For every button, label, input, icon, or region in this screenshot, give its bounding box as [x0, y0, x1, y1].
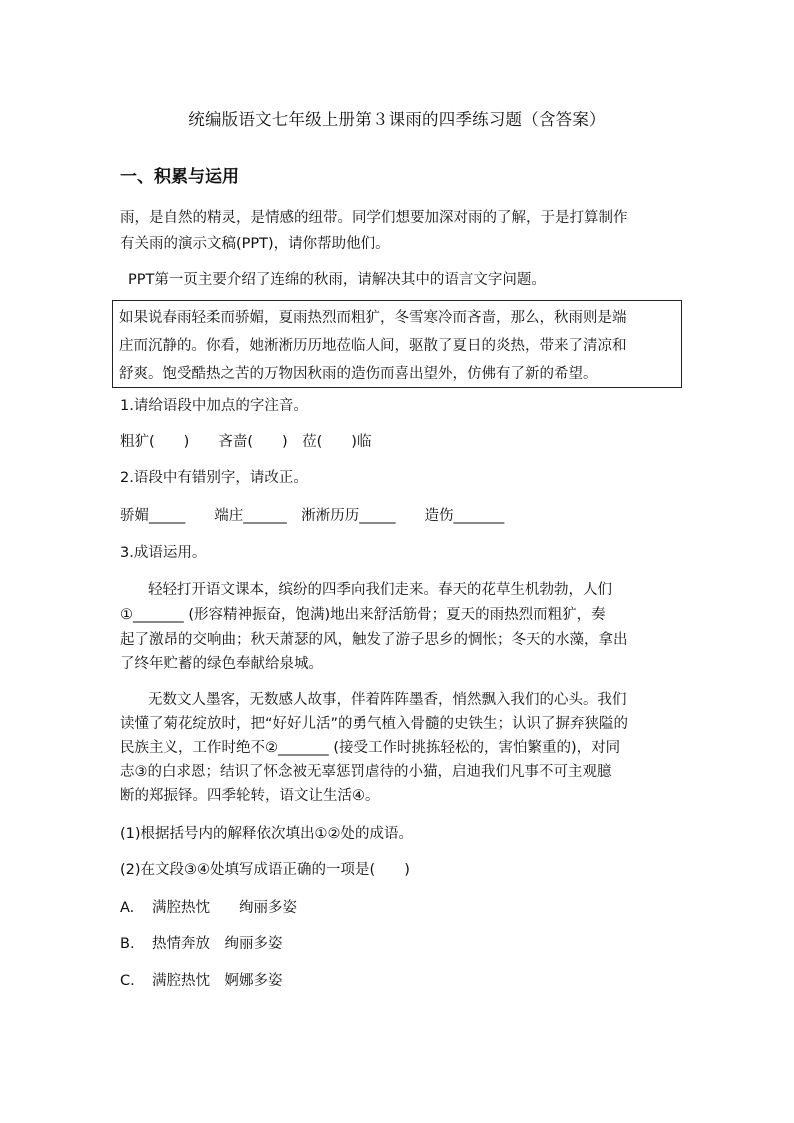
question-1: 1.请给语段中加点的字注音。	[120, 398, 308, 414]
paragraph-line: ①_______ (形容精神振奋，饱满)地出来舒活筋骨；夏天的雨热烈而粗犷，奏	[120, 607, 606, 623]
ppt-instruction: PPT第一页主要介绍了连绵的秋雨，请解决其中的语言文字问题。	[128, 272, 546, 288]
option-letter: A.	[120, 900, 135, 916]
sub-question-1: (1)根据括号内的解释依次填出①②处的成语。	[120, 826, 414, 842]
option-a	[120, 896, 297, 920]
passage-line: 庄而沉静的。你看，她淅淅历历地莅临人间，驱散了夏日的炎热，带来了清凉和	[119, 338, 627, 354]
option-letter: B.	[120, 936, 135, 952]
option-letter: C.	[120, 973, 135, 989]
paragraph-line: 断的郑振铎。四季轮转，语文让生活④。	[120, 788, 380, 804]
paragraph-line: 无数文人墨客，无数感人故事，伴着阵阵墨香，悄然飘入我们的心头。我们	[148, 692, 627, 708]
option-text: 满腔热忱 婀娜多姿	[152, 973, 283, 989]
question-3: 3.成语运用。	[120, 545, 207, 561]
option-text: 热情奔放 绚丽多姿	[152, 936, 283, 952]
passage-line: 如果说春雨轻柔而骄媚，夏雨热烈而粗犷，冬雪寒冷而吝啬，那么，秋雨则是端	[119, 310, 627, 326]
paragraph-line: 志③的白求恩；结识了怀念被无辜惩罚虐待的小猫，启迪我们凡事不可主观臆	[120, 764, 612, 780]
paragraph-line: 起了激昂的交响曲；秋天萧瑟的风，触发了游子思乡的惆怅；冬天的水藻，拿出	[120, 632, 628, 648]
question-1-items: 粗犷( ) 吝啬( ) 莅( )临	[120, 434, 372, 450]
intro-line: 雨，是自然的精灵，是情感的纽带。同学们想要加深对雨的了解，于是打算制作	[120, 210, 628, 226]
option-text: 满腔热忱 绚丽多姿	[152, 900, 297, 916]
question-2-items: 骄媚_____ 端庄______ 淅淅历历_____ 造伤_______	[120, 508, 505, 524]
paragraph-line: 读懂了菊花绽放时，把“好好儿活”的勇气植入骨髓的史铁生；认识了摒弃狭隘的	[120, 716, 629, 732]
intro-line: 有关雨的演示文稿(PPT)，请你帮助他们。	[120, 236, 390, 252]
page-title: 统编版语文七年级上册第３课雨的四季练习题（含答案）	[188, 110, 606, 129]
passage-box	[112, 300, 682, 388]
section-heading: 一、积累与运用	[120, 167, 239, 187]
option-b	[120, 932, 283, 956]
sub-question-2: (2)在文段③④处填写成语正确的一项是( )	[120, 862, 410, 878]
paragraph-line: 民族主义，工作时绝不②_______ (接受工作时挑拣轻松的，害怕繁重的)，对同	[120, 740, 621, 756]
paragraph-line: 轻轻打开语文课本，缤纷的四季向我们走来。春天的花草生机勃勃，人们	[148, 582, 612, 598]
question-2: 2.语段中有错别字，请改正。	[120, 470, 308, 486]
passage-line: 舒爽。饱受酷热之苦的万物因秋雨的造伤而喜出望外，仿佛有了新的希望。	[119, 366, 598, 382]
option-c	[120, 969, 283, 993]
paragraph-line: 了终年贮蓄的绿色奉献给泉城。	[120, 656, 323, 672]
